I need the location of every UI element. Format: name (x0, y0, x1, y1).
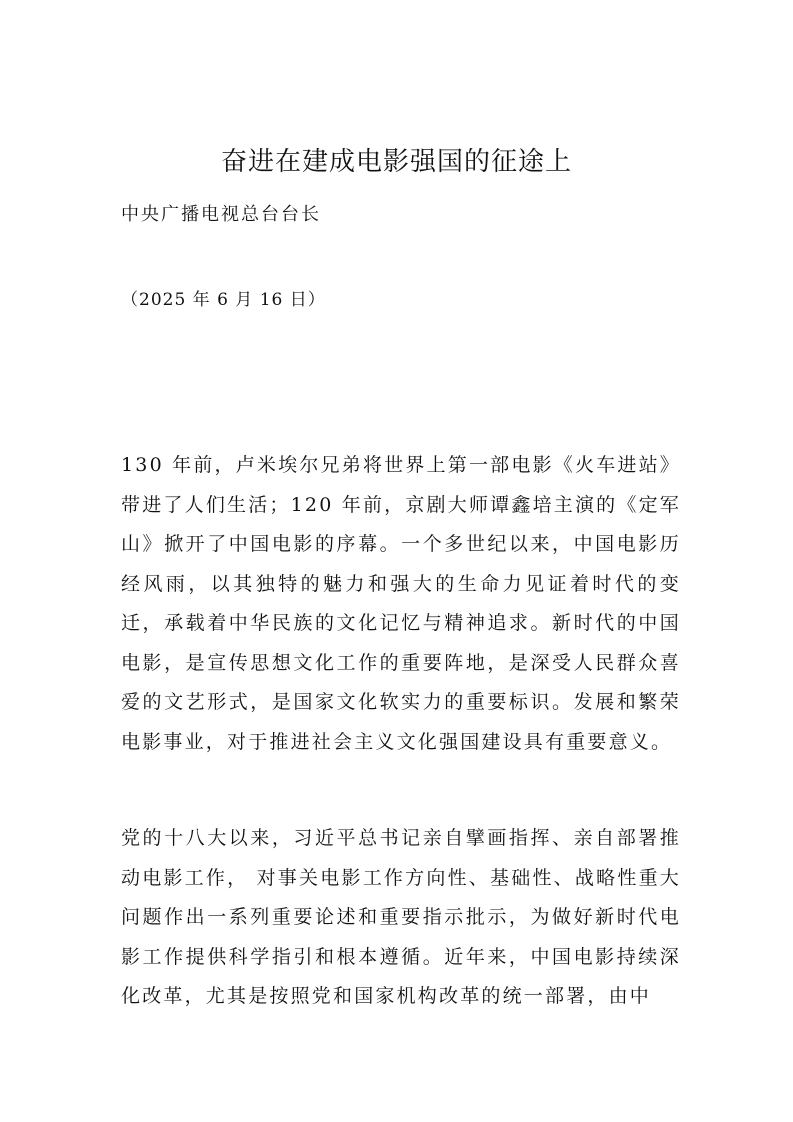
author-line: 中央广播电视总台台长 (121, 204, 321, 225)
paragraph: 130 年前，卢米埃尔兄弟将世界上第一部电影《火车进站》带进了人们生活；120 年前，京剧大师谭鑫培主演的《定军山》掀开了中国电影的序幕。一个多世纪以来，中国电影历经风雨，以其独特的魅力和强大的生命力见证着时代的变迁，承载着中华民族的文化记忆与精神追求。新时代的中国电影，是宣传思想文化工作的重要阵地，是深受人民群众喜爱的文艺形式，是国家文化软实力的重要标识。发展和繁荣电影事业，对于推进社会主义文化强国建设具有重要意义。 (121, 454, 681, 753)
document-title: 奋进在建成电影强国的征途上 (220, 147, 572, 178)
paragraph: 党的十八大以来，习近平总书记亲自擘画指挥、亲自部署推动电影工作， 对事关电影工作方向性、基础性、战略性重大问题作出一系列重要论述和重要指示批示，为做好新时代电影工作提供科学指引和根本遵循。近年来，中国电影持续深化改革，尤其是按照党和国家机构改革的统一部署，由中 (121, 827, 681, 1007)
date-line: （2025 年 6 月 16 日） (121, 290, 326, 310)
